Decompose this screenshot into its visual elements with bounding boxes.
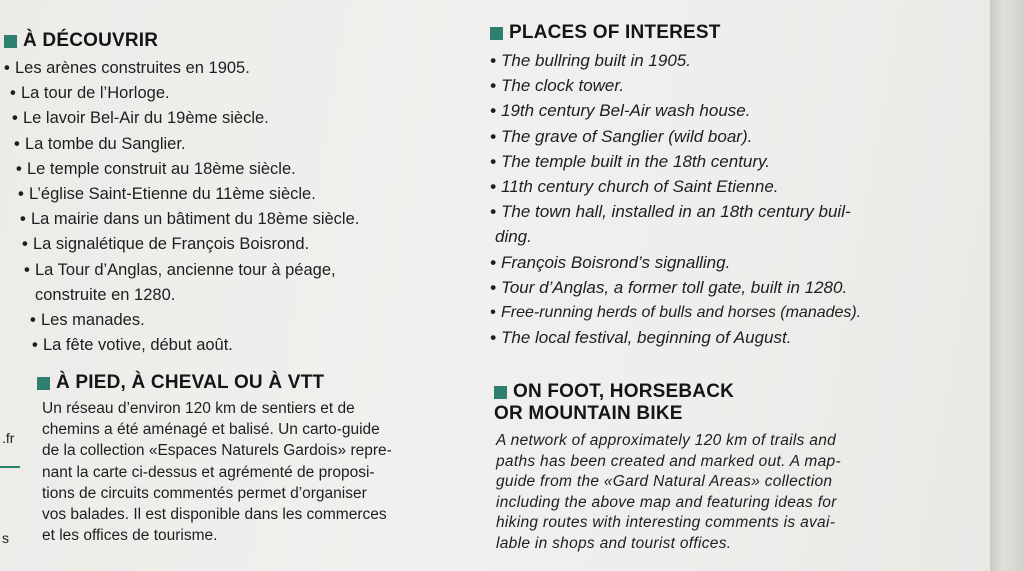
en-heading-activities [494,381,734,403]
en-list-item: • The clock tower. [490,73,861,98]
edge-fragment: s [2,530,9,546]
en-heading2-line1: ON FOOT, HORSEBACK [513,381,735,402]
fr-list-item: • La tombe du Sanglier. [14,132,359,157]
en-list-item: • The local festival, beginning of August. [490,325,861,350]
square-bullet-icon [494,386,507,399]
en-list-item: • Tour d’Anglas, a former toll gate, built in 1280. [490,275,861,300]
en-list-item-continued: ding. [495,227,532,247]
fr-list-item: • La Tour d’Anglas, ancienne tour à péage, [24,258,359,283]
square-bullet-icon [4,35,17,48]
fr-paragraph-line: de la collection «Espaces Naturels Gardois» repre- [42,442,392,460]
fr-list-item: • Le temple construit au 18ème siècle. [16,157,359,182]
fr-list-item: • Les manades. [30,308,359,333]
fr-paragraph-line: Un réseau d’environ 120 km de sentiers et de [42,400,355,417]
fr-paragraph-line: vos balades. Il est disponible dans les commerces [42,505,387,523]
fr-list-item-continued: construite en 1280. [35,285,176,304]
en-list-item: • Free-running herds of bulls and horses (manades). [490,300,861,325]
fr-paragraph-line: tions de circuits commentés permet d’organiser [42,484,367,502]
fr-heading-text: À DÉCOUVRIR [23,30,159,51]
fr-list-item: • La fête votive, début août. [32,333,359,358]
en-paragraph [496,431,841,555]
fr-heading-activities [37,372,324,394]
fr-paragraph-line: nant la carte ci-dessus et agrémenté de proposi- [42,463,375,481]
en-paragraph-line: guide from the «Gard Natural Areas» collection [496,473,833,491]
sign-edge-wall [990,0,1024,571]
en-list-item: • The temple built in the 18th century. [490,149,861,174]
fr-paragraph-line: et les offices de tourisme. [42,527,218,545]
en-paragraph-line: lable in shops and tourist offices. [496,534,732,552]
fr-list-item: • L’église Saint-Etienne du 11ème siècle. [18,182,359,207]
fr-list-item: • La tour de l’Horloge. [10,81,359,106]
en-list-item: • The town hall, installed in an 18th century buil- [490,199,861,224]
en-paragraph-line: hiking routes with interesting comments is avai- [496,514,836,532]
en-list-item: • The grave of Sanglier (wild boar). [490,124,861,149]
en-paragraph-line: including the above map and featuring ideas for [496,493,837,511]
en-paragraph-line: A network of approximately 120 km of trails and [496,432,837,449]
fr-list-item: • Les arènes construites en 1905. [4,56,359,81]
fr-paragraph-line: chemins a été aménagé et balisé. Un carto-guide [42,421,380,439]
en-heading-activities-line2 [494,403,683,425]
fr-paragraph [42,398,392,546]
edge-line-mark [0,466,20,468]
square-bullet-icon [490,27,503,40]
fr-places-list [4,56,359,358]
en-list-item: • 11th century church of Saint Etienne. [490,174,861,199]
en-list-item: • 19th century Bel-Air wash house. [490,98,861,123]
fr-list-item: • La mairie dans un bâtiment du 18ème siècle. [20,207,359,232]
fr-list-item: • La signalétique de François Boisrond. [22,232,359,257]
fr-heading-discover [4,30,158,52]
en-heading-places [490,22,721,44]
en-list-item: • François Boisrond’s signalling. [490,250,861,275]
square-bullet-icon [37,377,50,390]
en-heading2-line2: OR MOUNTAIN BIKE [494,403,683,424]
edge-fragment: .fr [2,430,15,446]
en-places-list [490,48,861,350]
en-heading-text: PLACES OF INTEREST [509,22,721,43]
en-list-item: • The bullring built in 1905. [490,48,861,73]
fr-list-item: • Le lavoir Bel-Air du 19ème siècle. [12,106,359,131]
en-paragraph-line: paths has been created and marked out. A map- [496,452,841,470]
fr-heading2-text: À PIED, À CHEVAL OU À VTT [56,372,325,393]
